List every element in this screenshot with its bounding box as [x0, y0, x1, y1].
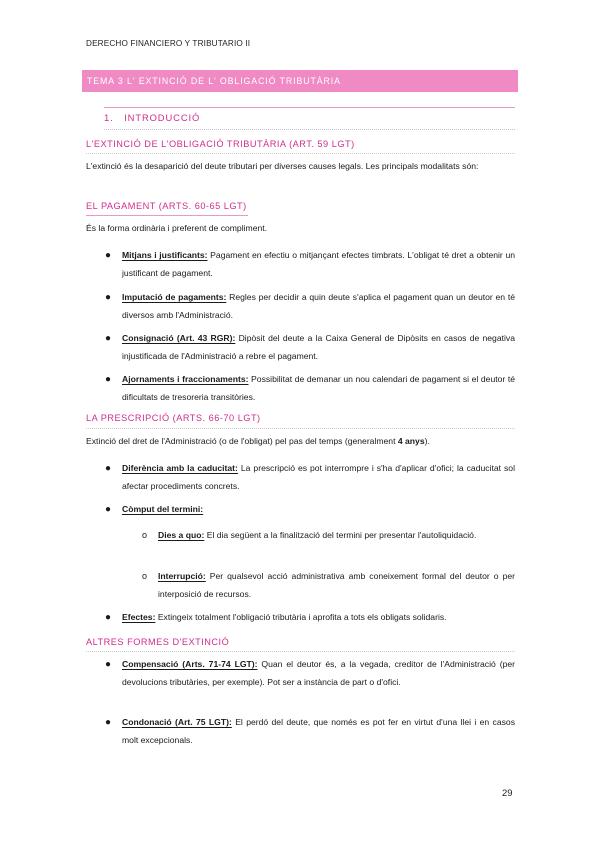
list-item-text: Dipòsit del deute a la Caixa General de Dipòsits en casos de negativa injustificada de l'Administració a rebre el pagament. [122, 333, 515, 361]
list-item [86, 609, 515, 627]
section-heading-introduccio [104, 112, 200, 123]
subsection-heading-prescripcio: LA PRESCRIPCIÓ (ARTS. 66-70 LGT) [86, 413, 261, 423]
list-item-text: La prescripció es pot interrompre i s'ha d'aplicar d'ofici; la caducitat sol afectar procediments concrets. [122, 463, 515, 491]
section-title: INTRODUCCIÓ [124, 112, 201, 123]
list-item [86, 289, 515, 324]
list-item-text: Extingeix totalment l'obligació tributària i aprofita a tots els obligats solidaris. [155, 612, 447, 622]
chapter-title: TEMA 3 L' EXTINCIÓ DE L' OBLIGACIÓ TRIBUTÀRIA [87, 76, 341, 86]
sub-list-item [86, 568, 515, 603]
list-item [86, 371, 515, 406]
sub-list-item [86, 527, 515, 545]
bullet-icon: ● [105, 659, 112, 670]
bullet-icon: ● [105, 463, 112, 474]
list-item-text: Regles per decidir a quin deute s'aplica el pagament quan un deutor en té diversos amb l'Administració. [122, 292, 515, 320]
list-item-term: Ajornaments i fraccionaments: [122, 374, 249, 384]
list-item [86, 330, 515, 365]
bullet-icon: ● [105, 250, 112, 261]
bullet-icon: ● [105, 292, 112, 303]
list-item-term: Imputació de pagaments: [122, 292, 227, 302]
heading-rule [86, 428, 515, 429]
list-item-term: Condonació (Art. 75 LGT): [122, 717, 232, 727]
section-number: 1. [104, 112, 114, 123]
paragraph-text: ). [424, 436, 430, 446]
list-item-text: El perdó del deute, que només es pot fer en virtut d'una llei i en casos molt excepcionals. [122, 717, 515, 745]
bullet-icon: ● [105, 612, 112, 623]
list-item-term: Interrupció: [158, 571, 206, 581]
bullet-icon: ● [105, 717, 112, 728]
heading-rule [86, 651, 515, 652]
circle-bullet-icon: o [142, 530, 148, 540]
bullet-icon: ● [105, 504, 112, 515]
list-item-text: Possibilitat de demanar un nou calendari de pagament si el deutor té dificultats de tresoreria transitòries. [122, 374, 515, 402]
paragraph: L'extinció és la desaparició del deute tributari per diverses causes legals. Les principals modalitats són: [86, 161, 479, 171]
page-number: 29 [502, 787, 513, 798]
paragraph-text: Extinció del dret de l'Administració (o de l'obligat) pel pas del temps (generalment [86, 436, 398, 446]
list-item-term: Compensació (Arts. 71-74 LGT): [122, 659, 258, 669]
running-header: DERECHO FINANCIERO Y TRIBUTARIO II [86, 39, 251, 48]
paragraph [86, 433, 515, 451]
list-item-term: Efectes: [122, 612, 156, 622]
heading-rule [86, 153, 515, 154]
paragraph: És la forma ordinària i preferent de compliment. [86, 223, 268, 233]
circle-bullet-icon: o [142, 571, 148, 581]
paragraph-emphasis: 4 anys [397, 436, 425, 446]
list-item [86, 460, 515, 495]
bullet-icon: ● [105, 374, 112, 385]
list-item [86, 714, 515, 749]
list-item [86, 247, 515, 282]
chapter-banner [82, 70, 518, 92]
section-rule [104, 107, 515, 108]
subsection-heading-altres-formes: ALTRES FORMES D'EXTINCIÓ [86, 637, 230, 647]
bullet-icon: ● [105, 333, 112, 344]
list-item-text: Pagament en efectiu o mitjançant efectes timbrats. L'obligat té dret a obtenir un justificant de pagament. [122, 250, 515, 278]
list-item-term: Còmput del termini: [122, 504, 204, 514]
list-item-term: Dies a quo: [158, 530, 205, 540]
heading-underline [86, 215, 248, 216]
list-item-term: Mitjans i justificants: [122, 250, 208, 260]
list-item-term: Consignació (Art. 43 RGR): [122, 333, 236, 343]
list-item-term: Diferència amb la caducitat: [122, 463, 238, 473]
list-item-text: El dia següent a la finalització del termini per presentar l'autoliquidació. [204, 530, 477, 540]
section-rule [104, 129, 515, 130]
subsection-heading-extincio: L'EXTINCIÓ DE L'OBLIGACIÓ TRIBUTÀRIA (ART. 59 LGT) [86, 139, 355, 149]
subsection-heading-pagament: EL PAGAMENT (ARTS. 60-65 LGT) [86, 201, 247, 211]
list-item [86, 501, 515, 519]
list-item [86, 656, 515, 691]
list-item-text: Quan el deutor és, a la vegada, creditor de l'Administració (per devolucions tributàries, per exemple). Pot ser a instància de part o d'ofici. [122, 659, 516, 687]
list-item-text: Per qualsevol acció administrativa amb coneixement formal del deutor o per interposició de recursos. [158, 571, 515, 599]
